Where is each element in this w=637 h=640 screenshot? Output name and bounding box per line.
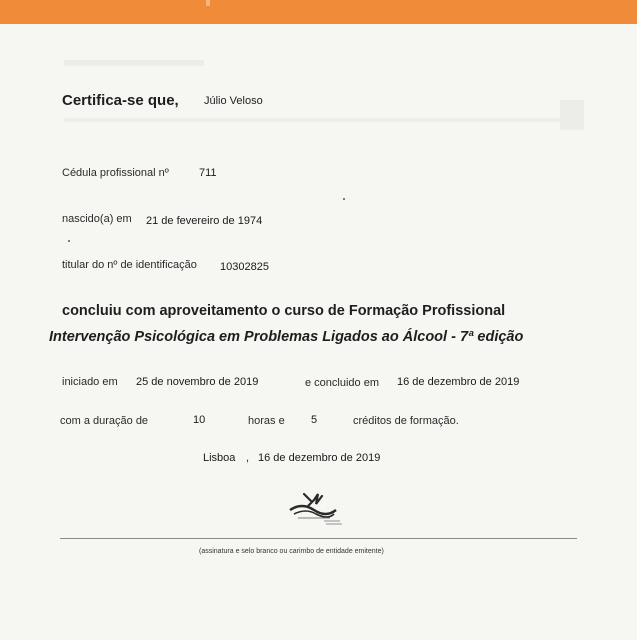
license-number: 711: [199, 167, 217, 179]
hours-label: horas e: [248, 415, 285, 427]
credits-value: 5: [311, 414, 318, 426]
id-label: titular do nº de identificação: [62, 259, 197, 271]
issue-place: Lisboa: [203, 452, 236, 464]
certify-heading: Certifica-se que,: [62, 92, 179, 109]
duration-label: com a duração de: [60, 415, 149, 427]
start-date: 25 de novembro de 2019: [136, 376, 259, 388]
license-label: Cédula profissional nº: [62, 167, 169, 179]
show-through-mark: [560, 100, 584, 130]
start-label: iniciado em: [62, 376, 118, 388]
course-title: Intervenção Psicológica em Problemas Ligados ao Álcool - 7ª edição: [49, 329, 524, 345]
header-mark: [206, 0, 210, 6]
end-date: 16 de dezembro de 2019: [397, 376, 520, 388]
paper-speck: [68, 240, 70, 242]
header-bar: [0, 0, 637, 24]
hours-value: 10: [193, 414, 206, 426]
signature-caption: (assinatura e selo branco ou carimbo de entidade emitente): [199, 548, 384, 555]
show-through-mark: [64, 118, 584, 122]
completion-statement: concluiu com aproveitamento o curso de Formação Profissional: [62, 303, 506, 319]
entity-seal-icon: [284, 490, 344, 526]
id-number: 10302825: [220, 261, 269, 273]
holder-name: Júlio Veloso: [204, 95, 263, 107]
credits-label: créditos de formação.: [353, 415, 459, 427]
birth-date: 21 de fevereiro de 1974: [146, 215, 263, 227]
show-through-mark: [64, 60, 204, 66]
paper-speck: [343, 198, 345, 200]
place-separator: ,: [246, 452, 250, 464]
issue-date: 16 de dezembro de 2019: [258, 452, 381, 464]
birth-label: nascido(a) em: [62, 213, 132, 225]
end-label: e concluido em: [305, 377, 379, 389]
signature-line: [60, 538, 577, 539]
